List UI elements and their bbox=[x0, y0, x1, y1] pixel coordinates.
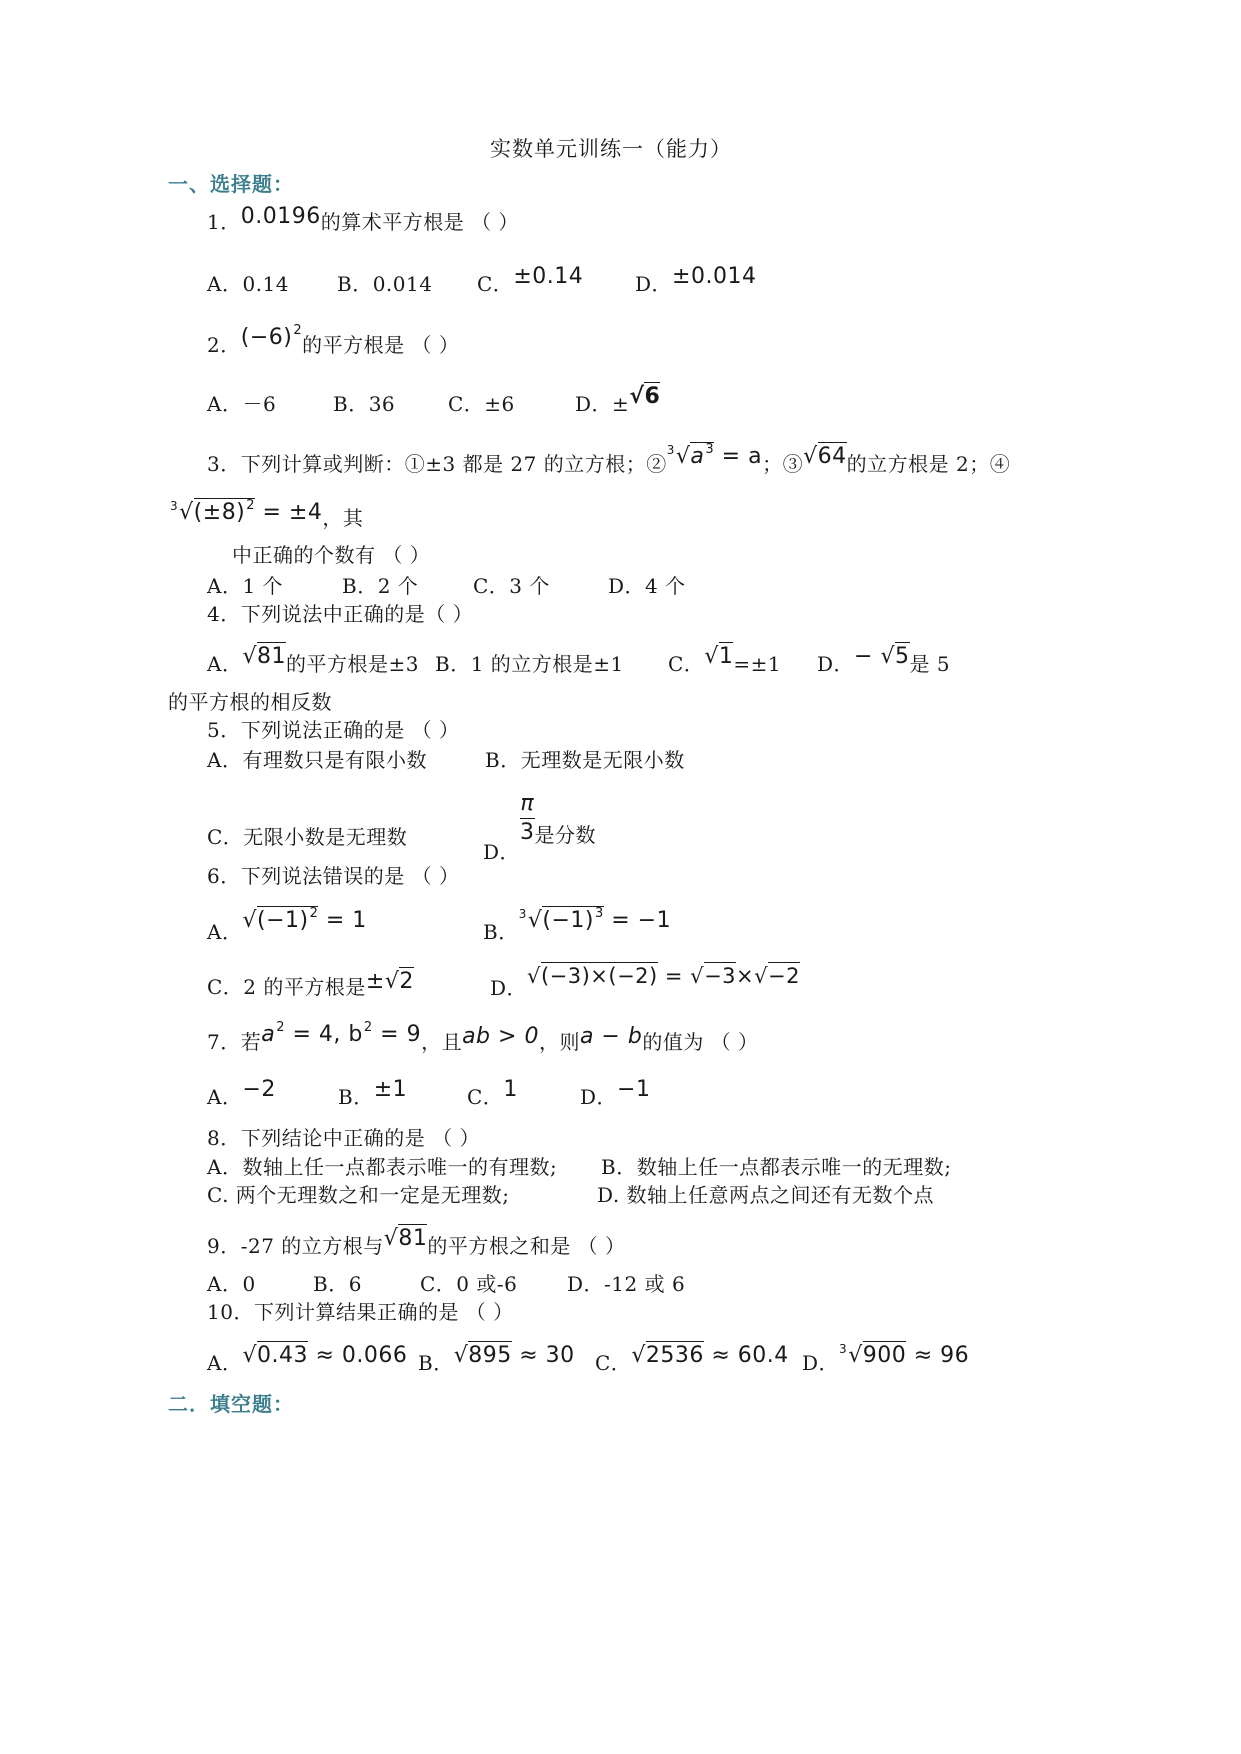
q4-option-d-continued: 的平方根的相反数 bbox=[168, 690, 332, 714]
q2-option-d bbox=[575, 384, 661, 418]
question-3-line-2 bbox=[170, 498, 364, 535]
q3-option-b: B．2 个 bbox=[342, 574, 419, 598]
q8-option-a: A．数轴上任一点都表示唯一的有理数; bbox=[207, 1155, 558, 1179]
radicand bbox=[194, 498, 255, 525]
condition-expression: ab > 0 bbox=[462, 1024, 539, 1049]
math-expression bbox=[241, 325, 302, 350]
radical-sign: √ bbox=[675, 444, 691, 469]
radicand: 81 bbox=[398, 1226, 428, 1251]
q8-option-b: B．数轴上任一点都表示唯一的无理数; bbox=[601, 1155, 952, 1179]
math-equation bbox=[527, 964, 800, 988]
option-label: D． bbox=[580, 1085, 618, 1109]
radical-sign: √ bbox=[242, 1343, 257, 1368]
math-equation: = −1 bbox=[603, 908, 672, 933]
q6-option-a bbox=[207, 906, 367, 949]
question-9 bbox=[207, 1226, 626, 1260]
q4-option-c bbox=[668, 644, 782, 678]
question-4: 4．下列说法中正确的是（ ） bbox=[207, 602, 474, 626]
q9-option-d: D．-12 或 6 bbox=[567, 1272, 686, 1296]
question-text: 的平方根是 （ ） bbox=[302, 333, 460, 357]
question-1 bbox=[207, 204, 519, 236]
section-heading-choice: 一、选择题： bbox=[168, 172, 294, 196]
math-equation: = 9 bbox=[372, 1022, 422, 1047]
question-5: 5．下列说法正确的是 （ ） bbox=[207, 718, 460, 742]
math-equation bbox=[631, 1343, 788, 1368]
radical-sign: √ bbox=[384, 969, 400, 994]
approx-value: ≈ 0.066 bbox=[307, 1343, 408, 1368]
option-label: B． bbox=[418, 1351, 454, 1375]
radicand: (−3)×(−2) bbox=[540, 964, 658, 988]
radicand: 2536 bbox=[645, 1343, 704, 1368]
q2-option-b: B．36 bbox=[333, 392, 396, 416]
radical-sign: √ bbox=[179, 500, 194, 525]
q6-option-d bbox=[490, 964, 800, 1001]
approx-value: ≈ 60.4 bbox=[703, 1343, 789, 1368]
option-label: A． bbox=[207, 652, 243, 676]
sqrt-expression bbox=[242, 908, 366, 933]
q2-option-a: A．－6 bbox=[207, 392, 277, 416]
q1-option-c bbox=[477, 264, 584, 298]
q5-option-d bbox=[483, 790, 597, 864]
q8-option-c: C. 两个无理数之和一定是无理数; bbox=[207, 1183, 510, 1207]
question-text: 3．下列计算或判断：①±3 都是 27 的立方根；② bbox=[207, 452, 667, 476]
radicand: 81 bbox=[256, 644, 286, 669]
question-number: 1． bbox=[207, 210, 241, 234]
minus-sign: − bbox=[854, 644, 873, 669]
fraction-numerator: π bbox=[520, 790, 535, 819]
section-heading-fill-in: 二．填空题： bbox=[168, 1392, 294, 1416]
question-7 bbox=[207, 1020, 759, 1059]
math-equation bbox=[454, 1343, 575, 1368]
option-text: 是分数 bbox=[534, 823, 597, 847]
radical-sign: √ bbox=[754, 964, 769, 988]
question-text: 的立方根是 2；④ bbox=[846, 452, 1011, 476]
q1-option-b: B．0.014 bbox=[337, 272, 433, 296]
radicand-base: (−1) bbox=[256, 908, 309, 933]
sqrt-expression bbox=[803, 444, 847, 469]
question-text: ，其 bbox=[322, 506, 364, 530]
page-title: 实数单元训练一（能力） bbox=[490, 137, 732, 161]
radical-sign: √ bbox=[803, 444, 818, 469]
math-expression: a − b bbox=[579, 1024, 643, 1049]
radical-sign: √ bbox=[383, 1226, 399, 1251]
fraction bbox=[520, 790, 535, 847]
radicand: 2 bbox=[399, 969, 414, 994]
q5-option-b: B．无理数是无限小数 bbox=[485, 748, 685, 772]
q10-option-d bbox=[802, 1342, 970, 1379]
radicand: 5 bbox=[895, 644, 910, 669]
q9-option-b: B．6 bbox=[313, 1272, 362, 1296]
math-equation: = a bbox=[714, 444, 763, 469]
radical-sign: √ bbox=[527, 964, 541, 988]
cube-root-expression bbox=[667, 444, 762, 469]
q3-option-d: D．4 个 bbox=[608, 574, 686, 598]
q4-option-a bbox=[207, 644, 419, 678]
radicand: 64 bbox=[817, 444, 847, 469]
math-equation bbox=[839, 1343, 969, 1368]
q1-option-d bbox=[635, 264, 757, 298]
option-label: C． bbox=[477, 272, 514, 296]
approx-value: ≈ 30 bbox=[511, 1343, 575, 1368]
math-exponent: 3 bbox=[594, 906, 604, 921]
root-index: 3 bbox=[518, 907, 527, 921]
radicand-base: (±8) bbox=[193, 500, 246, 525]
question-number: 7．若 bbox=[207, 1030, 262, 1054]
math-expression: ±0.14 bbox=[513, 264, 584, 289]
fraction-denominator: 3 bbox=[520, 820, 535, 845]
cube-root-expression bbox=[170, 500, 322, 525]
math-exponent: 2 bbox=[309, 906, 319, 921]
root-index: 3 bbox=[170, 499, 179, 513]
option-label: A． bbox=[207, 920, 243, 944]
option-label: C． bbox=[595, 1351, 632, 1375]
q10-option-c bbox=[595, 1343, 789, 1377]
radicand: 895 bbox=[468, 1343, 512, 1368]
radical-sign: √ bbox=[631, 1343, 646, 1368]
option-label: C． bbox=[668, 652, 705, 676]
math-equation: = 1 bbox=[318, 908, 367, 933]
cube-root-expression bbox=[519, 908, 671, 933]
condition-expression bbox=[261, 1022, 421, 1047]
option-label: D． bbox=[490, 976, 528, 1000]
radical-sign: √ bbox=[527, 908, 543, 933]
variable: a bbox=[261, 1022, 276, 1047]
q7-option-c bbox=[467, 1077, 518, 1111]
question-text: ，则 bbox=[538, 1030, 580, 1054]
sqrt-expression bbox=[242, 644, 286, 669]
option-label: B． bbox=[483, 920, 519, 944]
q2-option-c: C．±6 bbox=[448, 392, 515, 416]
question-number: 2． bbox=[207, 333, 241, 357]
radical-sign: √ bbox=[690, 964, 705, 988]
q5-option-c: C．无限小数是无理数 bbox=[207, 825, 408, 849]
option-label: D．± bbox=[575, 392, 630, 416]
radicand: −2 bbox=[768, 964, 800, 988]
q10-option-b bbox=[418, 1343, 575, 1377]
approx-value: ≈ 96 bbox=[906, 1343, 970, 1368]
option-value: −2 bbox=[242, 1077, 276, 1102]
option-label: B． bbox=[338, 1085, 374, 1109]
q10-option-a bbox=[207, 1343, 408, 1377]
radicand-base: (−1) bbox=[542, 908, 594, 933]
root-index: 3 bbox=[839, 1342, 848, 1356]
question-text: ；③ bbox=[762, 452, 804, 476]
q5-option-a: A．有理数只是有限小数 bbox=[207, 748, 427, 772]
option-label: D． bbox=[483, 840, 521, 864]
question-text: 的算术平方根是 （ ） bbox=[320, 210, 519, 234]
sqrt-expression bbox=[629, 384, 660, 409]
option-label: A． bbox=[207, 1085, 243, 1109]
option-text: =±1 bbox=[733, 652, 782, 676]
radicand: 900 bbox=[862, 1343, 907, 1368]
q9-option-c: C．0 或-6 bbox=[420, 1272, 518, 1296]
question-8: 8．下列结论中正确的是 （ ） bbox=[207, 1126, 480, 1150]
option-label: A． bbox=[207, 1351, 243, 1375]
math-expression: ±0.014 bbox=[672, 264, 757, 289]
sqrt-expression bbox=[704, 644, 733, 669]
q7-option-a bbox=[207, 1077, 276, 1111]
question-3 bbox=[207, 442, 1011, 481]
root-index: 3 bbox=[666, 443, 675, 457]
radical-sign: √ bbox=[242, 908, 257, 933]
math-equation: = 4, b bbox=[285, 1022, 363, 1047]
sqrt-expression bbox=[366, 969, 414, 994]
question-2 bbox=[207, 323, 460, 362]
option-label: C． bbox=[467, 1085, 504, 1109]
radicand: 1 bbox=[718, 644, 734, 669]
math-exponent: 2 bbox=[293, 323, 303, 338]
radical-sign: √ bbox=[704, 644, 719, 669]
sqrt-expression bbox=[854, 644, 909, 669]
math-equation bbox=[242, 1343, 407, 1368]
radicand bbox=[690, 442, 714, 469]
radical-sign: √ bbox=[848, 1343, 863, 1368]
question-10: 10．下列计算结果正确的是 （ ） bbox=[207, 1300, 514, 1324]
q7-option-b bbox=[338, 1077, 408, 1111]
question-text: 的值为 （ ） bbox=[642, 1030, 759, 1054]
option-value: 1 bbox=[503, 1077, 518, 1102]
option-value: −1 bbox=[617, 1077, 651, 1102]
plus-minus-sign: ± bbox=[365, 969, 385, 994]
q1-option-a: A．0.14 bbox=[207, 272, 289, 296]
q6-option-b bbox=[483, 906, 672, 949]
radicand: 6 bbox=[644, 384, 661, 409]
option-text: C．2 的平方根是 bbox=[207, 975, 366, 999]
radical-sign: √ bbox=[880, 644, 896, 669]
option-text: 是 5 bbox=[909, 652, 951, 676]
radicand bbox=[257, 906, 318, 933]
math-exponent: 2 bbox=[246, 498, 256, 513]
option-text: 的平方根是±3 bbox=[285, 652, 419, 676]
option-label: D． bbox=[817, 652, 855, 676]
question-text: 9．-27 的立方根与 bbox=[207, 1234, 384, 1258]
equals-sign: = bbox=[657, 964, 691, 988]
question-6: 6．下列说法错误的是 （ ） bbox=[207, 864, 460, 888]
math-expression: 0.0196 bbox=[240, 204, 321, 229]
radical-sign: √ bbox=[242, 644, 257, 669]
option-label: D． bbox=[802, 1351, 840, 1375]
radical-sign: √ bbox=[453, 1343, 469, 1368]
q3-option-a: A．1 个 bbox=[207, 574, 284, 598]
variable: a bbox=[690, 444, 705, 469]
q4-option-d bbox=[817, 644, 951, 678]
q4-option-b: B．1 的立方根是±1 bbox=[435, 652, 624, 676]
sqrt-expression bbox=[384, 1226, 428, 1251]
math-exponent: 2 bbox=[363, 1020, 373, 1035]
math-equation: = ±4 bbox=[255, 500, 323, 525]
math-exponent: 2 bbox=[276, 1020, 285, 1035]
q9-option-a: A．0 bbox=[207, 1272, 256, 1296]
option-label: D． bbox=[635, 272, 673, 296]
question-text: ，且 bbox=[421, 1030, 463, 1054]
q7-option-d bbox=[580, 1077, 651, 1111]
times-sign: × bbox=[736, 964, 755, 988]
question-3-line-3: 中正确的个数有 （ ） bbox=[232, 543, 431, 567]
math-base: (−6) bbox=[240, 325, 293, 350]
q8-option-d: D. 数轴上任意两点之间还有无数个点 bbox=[597, 1183, 935, 1207]
question-text: 的平方根之和是 （ ） bbox=[427, 1234, 626, 1258]
radicand: 0.43 bbox=[256, 1343, 308, 1368]
math-exponent: 3 bbox=[705, 442, 715, 457]
option-value: ±1 bbox=[373, 1077, 408, 1102]
radicand bbox=[542, 906, 603, 933]
radical-sign: √ bbox=[629, 384, 645, 409]
q6-option-c bbox=[207, 969, 414, 1001]
q3-option-c: C．3 个 bbox=[473, 574, 550, 598]
radicand: −3 bbox=[704, 964, 737, 988]
